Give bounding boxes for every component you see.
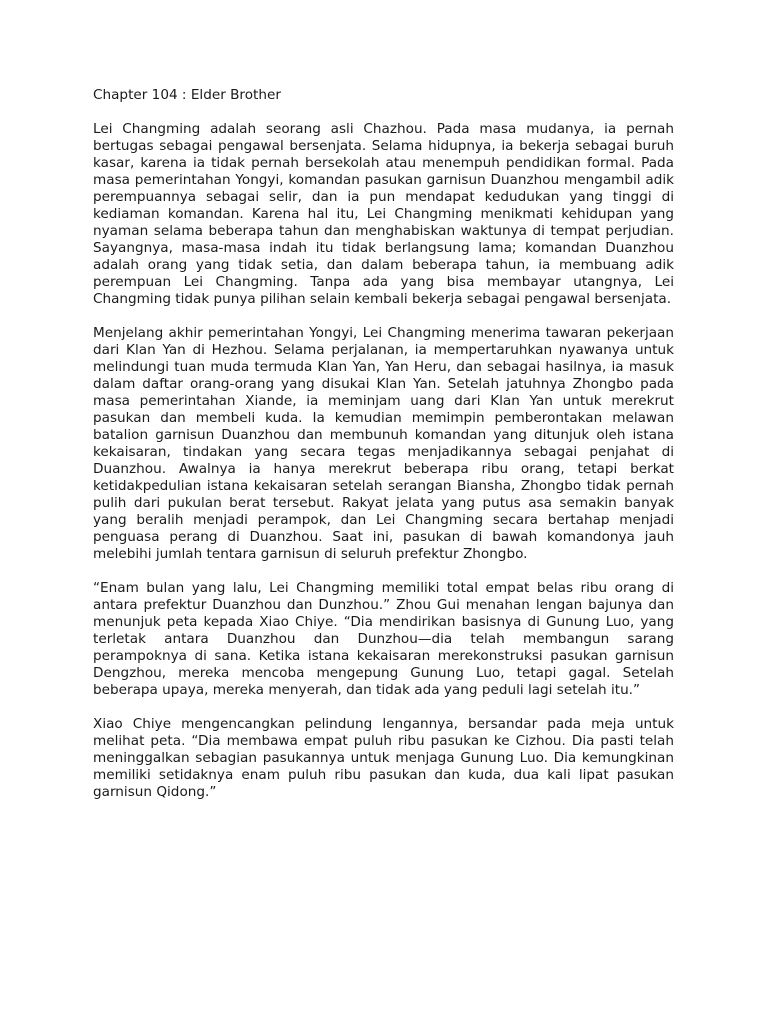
paragraph-1: Lei Changming adalah seorang asli Chazhou. Pada masa mudanya, ia pernah bertugas sebagai pengawal bersenjata. Selama hidupnya, ia bekerja sebagai buruh kasar, karena ia tidak pernah bersekolah atau menempuh pendidikan formal. Pada masa pemerintahan Yongyi, komandan pasukan garnisun Duanzhou mengambil adik perempuannya sebagai selir, dan ia pun mendapat kedudukan yang tinggi di kediaman komandan. Karena hal itu, Lei Changming menikmati kehidupan yang nyaman selama beberapa tahun dan menghabiskan waktunya di tempat perjudian. Sayangnya, masa-masa indah itu tidak berlangsung lama; komandan Duanzhou adalah orang yang tidak setia, dan dalam beberapa tahun, ia membuang adik perempuan Lei Changming. Tanpa ada yang bisa membayar utangnya, Lei Changming tidak punya pilihan selain kembali bekerja sebagai pengawal bersenjata. xyxy=(93,121,674,307)
chapter-title: Chapter 104 : Elder Brother xyxy=(93,87,281,103)
paragraph-3: “Enam bulan yang lalu, Lei Changming memiliki total empat belas ribu orang di antara prefektur Duanzhou dan Dunzhou.” Zhou Gui menahan lengan bajunya dan menunjuk peta kepada Xiao Chiye. “Dia mendirikan basisnya di Gunung Luo, yang terletak antara Duanzhou dan Dunzhou—dia telah membangun sarang perampoknya di sana. Ketika istana kekaisaran merekonstruksi pasukan garnisun Dengzhou, mereka mencoba mengepung Gunung Luo, tetapi gagal. Setelah beberapa upaya, mereka menyerah, dan tidak ada yang peduli lagi setelah itu.” xyxy=(93,580,674,698)
document-page xyxy=(93,87,674,818)
paragraph-4: Xiao Chiye mengencangkan pelindung lengannya, bersandar pada meja untuk melihat peta. “Dia membawa empat puluh ribu pasukan ke Cizhou. Dia pasti telah meninggalkan sebagian pasukannya untuk menjaga Gunung Luo. Dia kemungkinan memiliki setidaknya enam puluh ribu pasukan dan kuda, dua kali lipat pasukan garnisun Qidong.” xyxy=(93,716,674,800)
paragraph-2: Menjelang akhir pemerintahan Yongyi, Lei Changming menerima tawaran pekerjaan dari Klan Yan di Hezhou. Selama perjalanan, ia mempertaruhkan nyawanya untuk melindungi tuan muda termuda Klan Yan, Yan Heru, dan sebagai hasilnya, ia masuk dalam daftar orang-orang yang disukai Klan Yan. Setelah jatuhnya Zhongbo pada masa pemerintahan Xiande, ia meminjam uang dari Klan Yan untuk merekrut pasukan dan membeli kuda. Ia kemudian memimpin pemberontakan melawan batalion garnisun Duanzhou dan membunuh komandan yang ditunjuk oleh istana kekaisaran, tindakan yang secara tegas menjadikannya sebagai penjahat di Duanzhou. Awalnya ia hanya merekrut beberapa ribu orang, tetapi berkat ketidakpedulian istana kekaisaran setelah serangan Biansha, Zhongbo tidak pernah pulih dari pukulan berat tersebut. Rakyat jelata yang putus asa semakin banyak yang beralih menjadi perampok, dan Lei Changming secara bertahap menjadi penguasa perang di Duanzhou. Saat ini, pasukan di bawah komandonya jauh melebihi jumlah tentara garnisun di seluruh prefektur Zhongbo. xyxy=(93,325,674,562)
